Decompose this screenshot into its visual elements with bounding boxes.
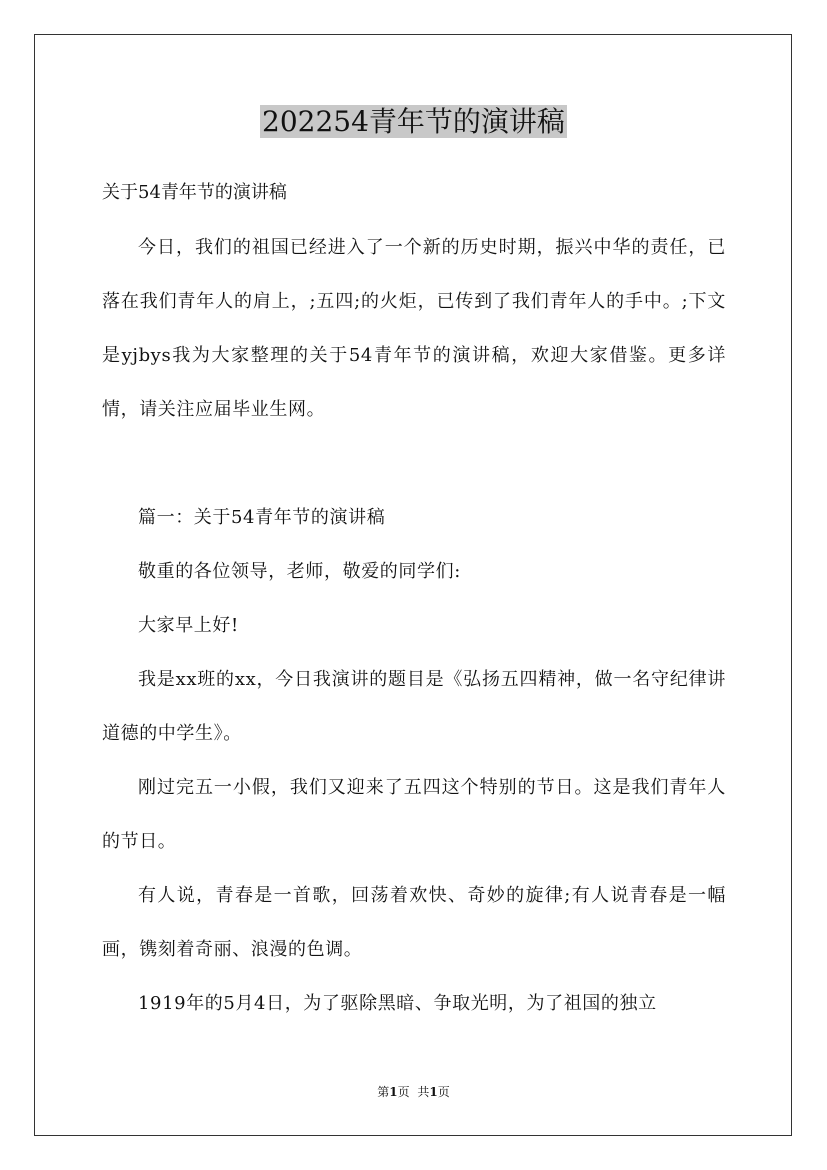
footer-total-suffix: 页 <box>437 1085 450 1099</box>
footer-total-number: 1 <box>429 1085 438 1099</box>
footer-page-number: 1 <box>389 1085 398 1099</box>
footer-page-prefix: 第 <box>377 1085 390 1099</box>
document-title-text: 202254青年节的演讲稿 <box>262 105 565 138</box>
paragraph-history: 1919年的5月4日，为了驱除黑暗、争取光明，为了祖国的独立 <box>138 993 657 1014</box>
footer-total-prefix: 共 <box>417 1085 430 1099</box>
page-footer <box>0 1083 827 1101</box>
document-subtitle: 关于54青年节的演讲稿 <box>102 182 287 203</box>
document-title <box>0 102 827 142</box>
paragraph-greeting: 敬重的各位领导，老师，敬爱的同学们: <box>138 561 461 582</box>
paragraph-topic: 我是xx班的xx，今日我演讲的题目是《弘扬五四精神，做一名守纪律讲道德的中学生》。 <box>102 669 726 744</box>
section-heading: 篇一：关于54青年节的演讲稿 <box>138 507 386 528</box>
footer-page-suffix: 页 <box>397 1085 410 1099</box>
paragraph-intro: 今日，我们的祖国已经进入了一个新的历史时期，振兴中华的责任，已落在我们青年人的肩上，;五四;的火炬，已传到了我们青年人的手中。;下文是yjbys我为大家整理的关于54青年节的演讲稿，欢迎大家借鉴。更多详情，请关注应届毕业生网。 <box>102 237 726 420</box>
paragraph-youth: 有人说，青春是一首歌，回荡着欢快、奇妙的旋律;有人说青春是一幅画，镌刻着奇丽、浪漫的色调。 <box>102 885 726 960</box>
paragraph-holiday: 刚过完五一小假，我们又迎来了五四这个特别的节日。这是我们青年人的节日。 <box>102 777 726 852</box>
paragraph-salutation: 大家早上好! <box>138 615 239 636</box>
